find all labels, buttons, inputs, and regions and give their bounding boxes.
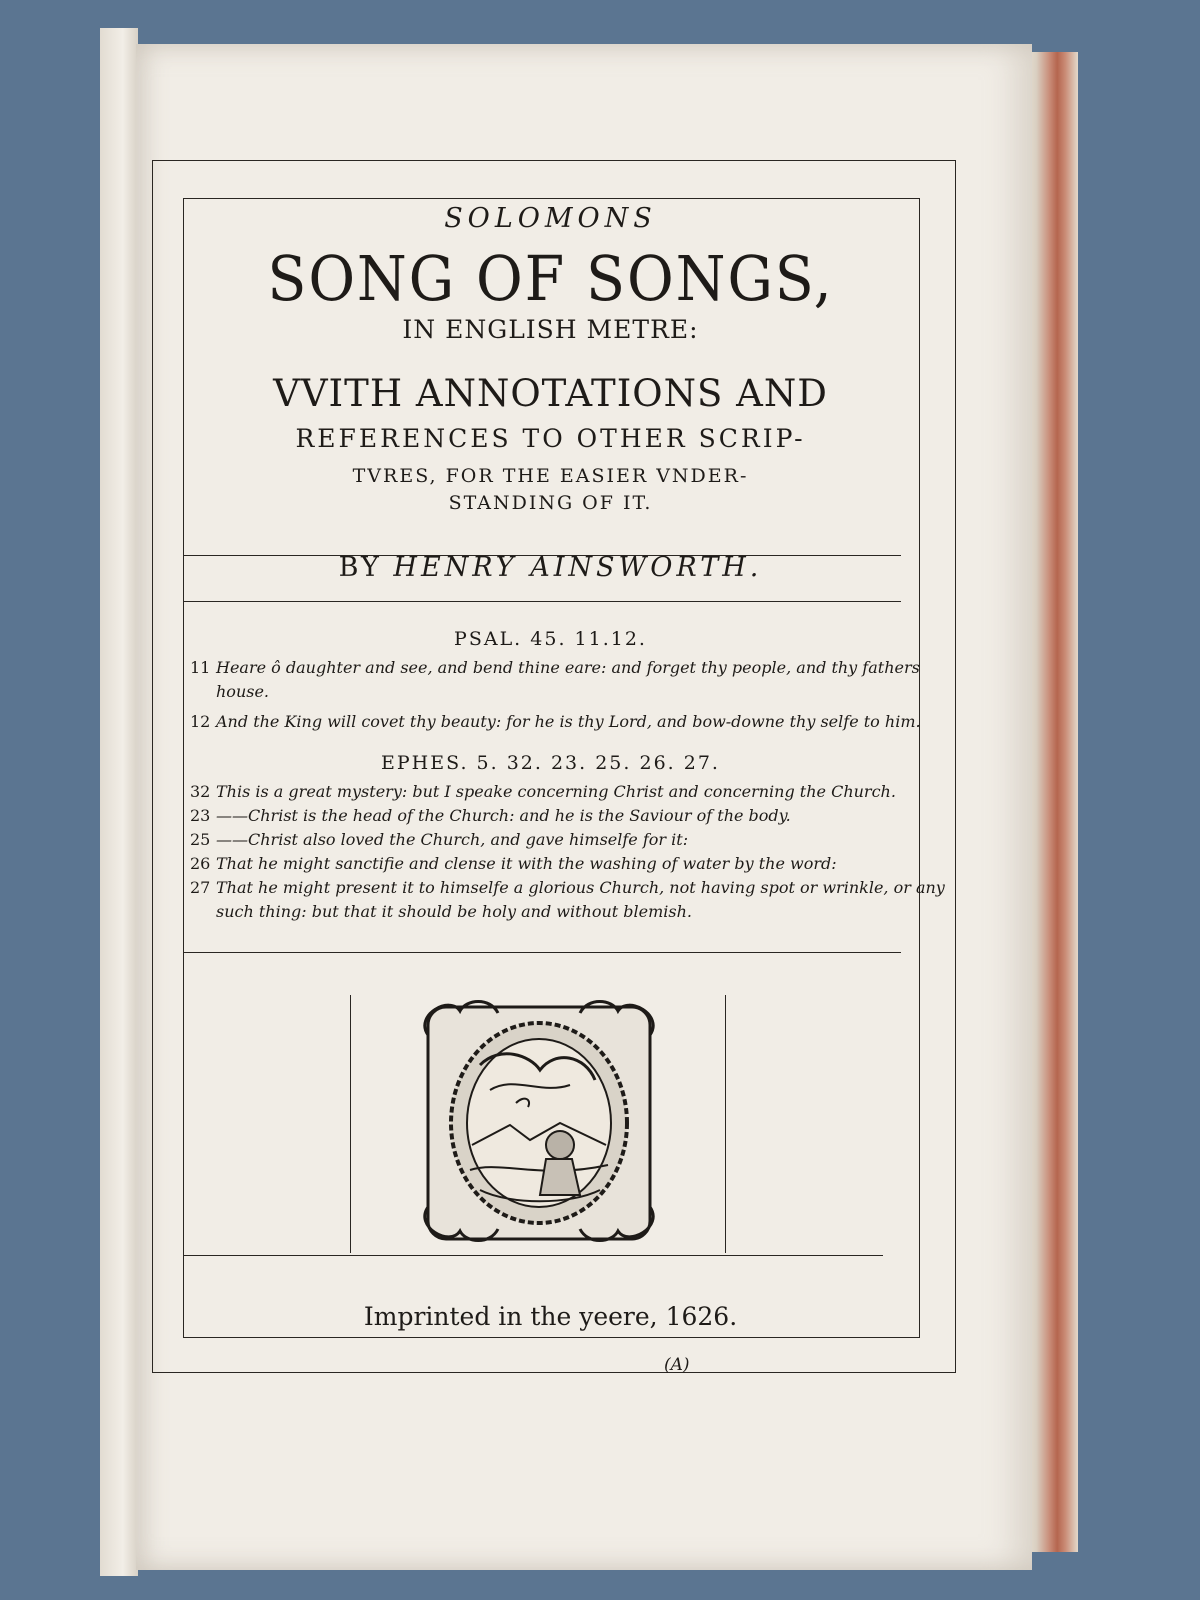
- signature-mark: (A): [664, 1355, 690, 1375]
- author-line: [183, 552, 918, 583]
- ephesians-reference: EPHES. 5. 32. 23. 25. 26. 27.: [381, 752, 720, 774]
- verse-line: 26 That he might sanctifie and clense it with the washing of water by the word:: [190, 854, 837, 873]
- author-name: HENRY AINSWORTH.: [393, 552, 763, 583]
- verse-line: 23 ——Christ is the head of the Church: and he is the Saviour of the body.: [190, 806, 791, 825]
- main-title: SONG OF SONGS,: [267, 242, 834, 315]
- verse-line: 12 And the King will covet thy beauty: for he is thy Lord, and bow-downe thy selfe to him.: [190, 712, 921, 731]
- pre-title: SOLOMONS: [444, 203, 657, 234]
- red-page-edges: [1026, 52, 1078, 1552]
- woodcut-printers-device-icon: [420, 995, 658, 1247]
- divider-rule: [183, 601, 901, 602]
- divider-rule: [183, 952, 901, 953]
- device-side-rule: [350, 995, 351, 1253]
- verse-line: house.: [216, 682, 270, 701]
- subtitle: IN ENGLISH METRE:: [402, 315, 699, 344]
- description-line-3: TVRES, FOR THE EASIER VNDER-: [352, 465, 749, 487]
- verse-line: such thing: but that it should be holy and without blemish.: [216, 902, 692, 921]
- verse-line: 25 ——Christ also loved the Church, and gave himselfe for it:: [190, 830, 689, 849]
- description-line-2: REFERENCES TO OTHER SCRIP-: [295, 424, 806, 453]
- verse-line: 27 That he might present it to himselfe a glorious Church, not having spot or wrinkle, or any: [190, 878, 945, 897]
- device-side-rule: [725, 995, 726, 1253]
- psalm-reference: PSAL. 45. 11.12.: [454, 628, 647, 650]
- divider-rule: [183, 1255, 883, 1256]
- author-prefix: BY: [338, 552, 382, 583]
- description-line-4: STANDING OF IT.: [448, 492, 653, 514]
- left-page-edge: [100, 28, 138, 1576]
- imprint-line: Imprinted in the yeere, 1626.: [363, 1302, 738, 1331]
- description-line-1: VVITH ANNOTATIONS AND: [273, 372, 828, 415]
- verse-line: 32 This is a great mystery: but I speake concerning Christ and concerning the Church.: [190, 782, 896, 801]
- verse-line: 11 Heare ô daughter and see, and bend thine eare: and forget thy people, and thy fathers: [190, 658, 920, 677]
